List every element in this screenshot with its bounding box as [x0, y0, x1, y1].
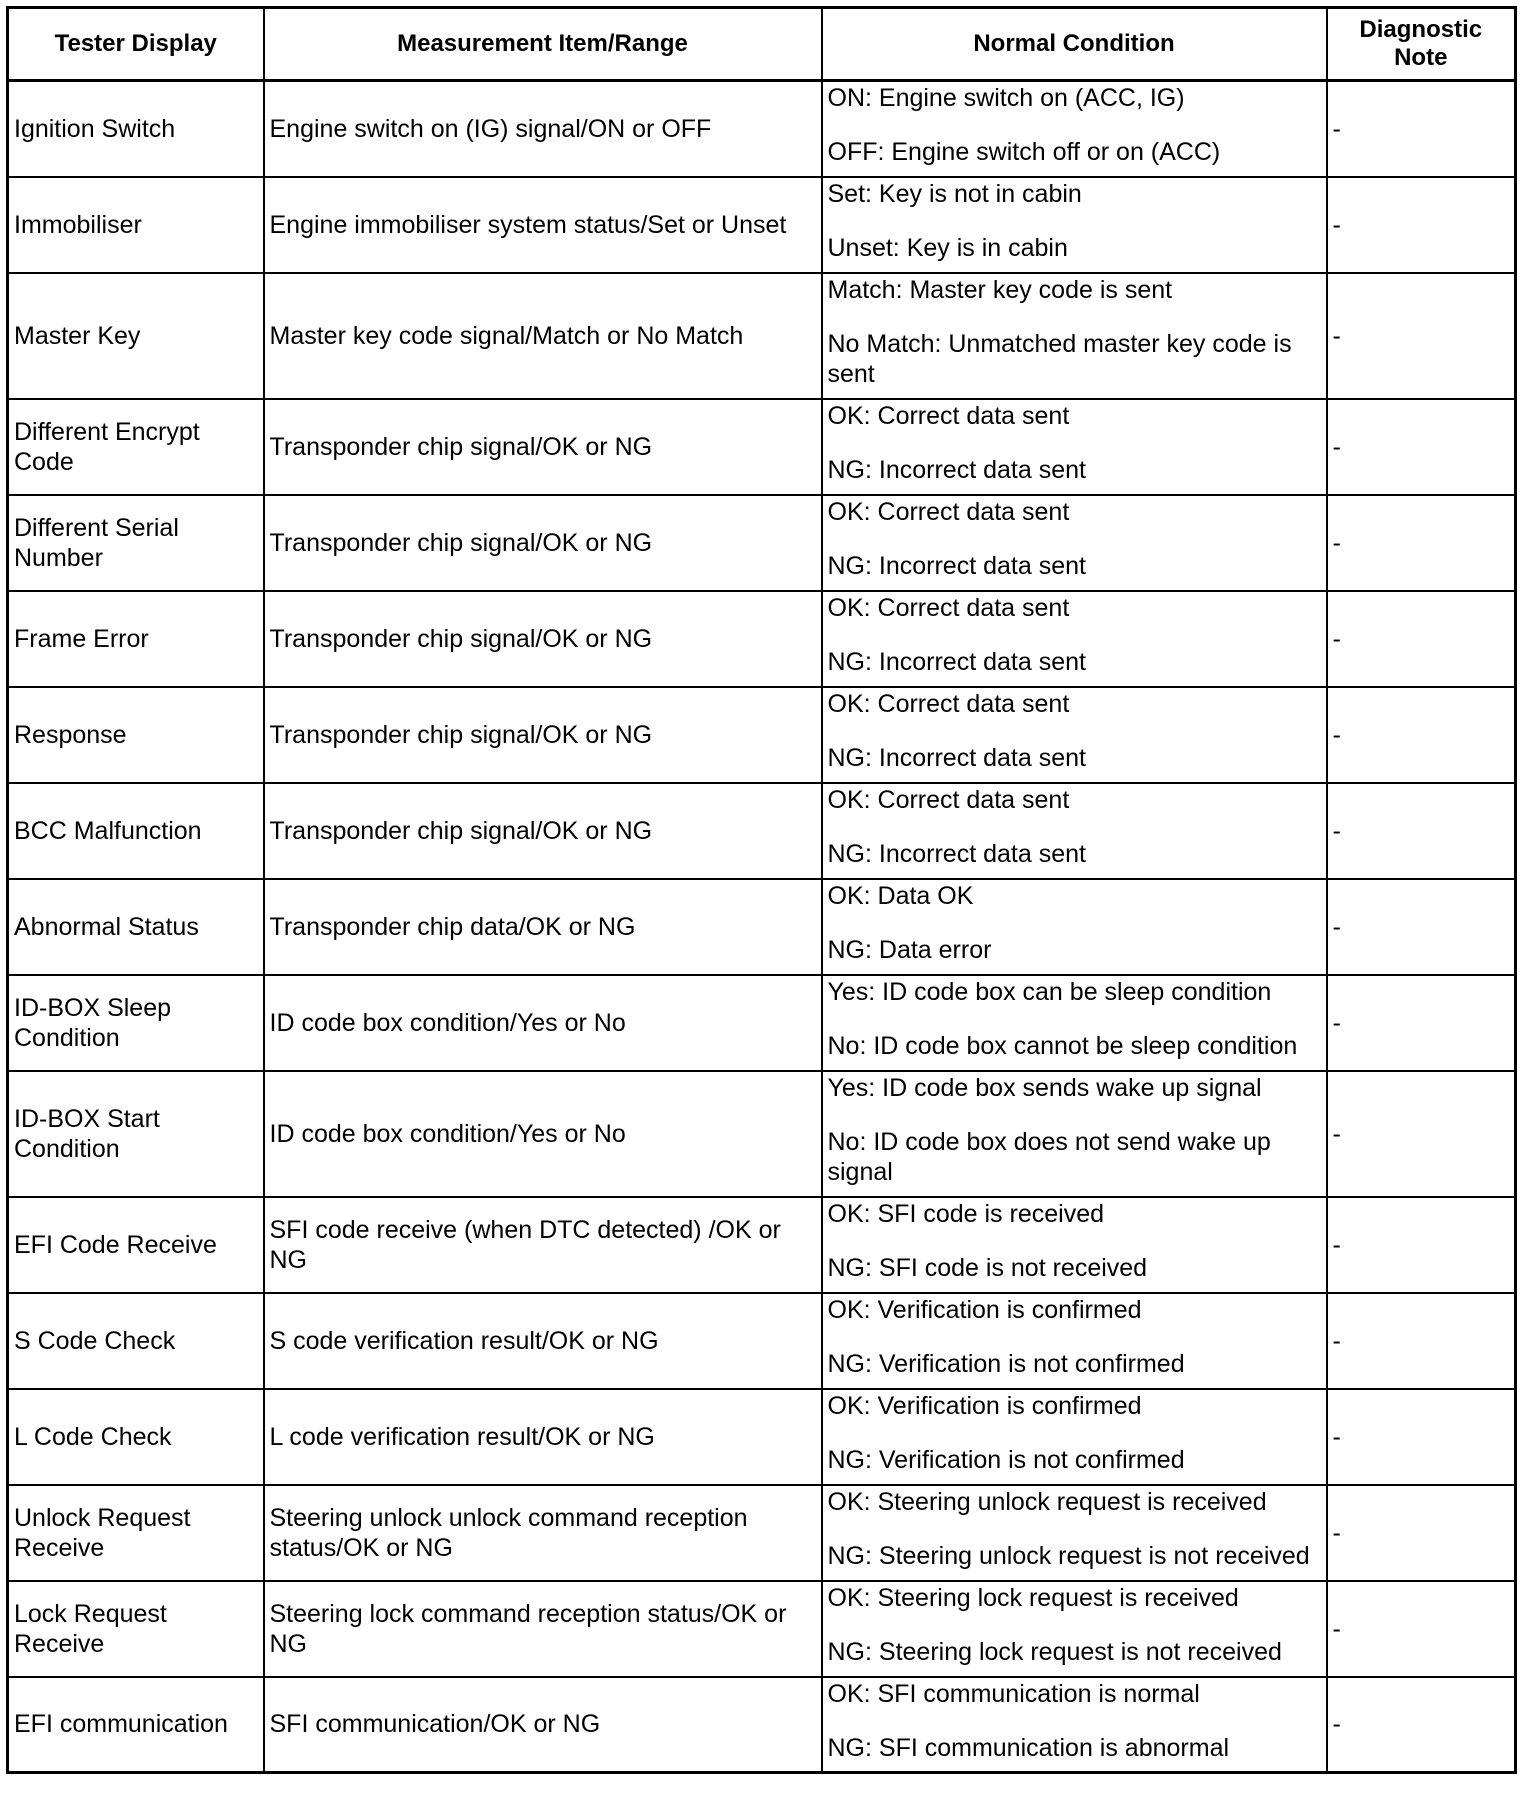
condition-line-1: Yes: ID code box can be sleep condition: [827, 977, 1272, 1006]
data-table: [6, 6, 1517, 1774]
condition-line-2: OFF: Engine switch off or on (ACC): [827, 138, 1221, 166]
condition-line-1: OK: Correct data sent: [827, 785, 1070, 814]
condition-line-1: Match: Master key code is sent: [827, 275, 1173, 304]
table-row: [8, 81, 1516, 177]
header-measurement: Measurement Item/Range: [264, 8, 822, 81]
tester-display-cell: Master Key: [8, 273, 264, 399]
table-row: [8, 591, 1516, 687]
table-row: [8, 687, 1516, 783]
tester-display-cell: Lock Request Receive: [8, 1581, 264, 1677]
condition-line-1: OK: Correct data sent: [827, 497, 1070, 526]
normal-condition-cell: [822, 273, 1327, 399]
condition-line-1: OK: Data OK: [827, 881, 974, 910]
tester-display-cell: EFI communication: [8, 1677, 264, 1773]
diagnostic-note-cell: -: [1327, 1197, 1516, 1293]
condition-line-2: Unset: Key is in cabin: [827, 233, 1068, 262]
normal-condition-cell: [822, 879, 1327, 975]
tester-display-cell: S Code Check: [8, 1293, 264, 1389]
condition-line-1: OK: Steering lock request is received: [827, 1583, 1239, 1612]
table-row: [8, 495, 1516, 591]
measurement-cell: Steering unlock unlock command reception status/OK or NG: [264, 1485, 822, 1581]
condition-line-2: NG: Incorrect data sent: [827, 743, 1086, 772]
tester-display-cell: Frame Error: [8, 591, 264, 687]
normal-condition-cell: [822, 975, 1327, 1071]
tester-display-cell: Ignition Switch: [8, 81, 264, 177]
table-row: [8, 1389, 1516, 1485]
diagnostic-note-cell: -: [1327, 273, 1516, 399]
condition-line-2: NG: Data error: [827, 935, 992, 964]
header-diagnostic-note: Diagnostic Note: [1327, 8, 1516, 81]
diagnostic-note-cell: -: [1327, 1485, 1516, 1581]
normal-condition-cell: [822, 1389, 1327, 1485]
measurement-cell: Transponder chip data/OK or NG: [264, 879, 822, 975]
tester-display-cell: Immobiliser: [8, 177, 264, 273]
tester-display-cell: Different Encrypt Code: [8, 399, 264, 495]
normal-condition-cell: [822, 399, 1327, 495]
normal-condition-cell: [822, 591, 1327, 687]
normal-condition-cell: [822, 1071, 1327, 1197]
measurement-cell: ID code box condition/Yes or No: [264, 1071, 822, 1197]
condition-line-2: No Match: Unmatched master key code is sent: [827, 329, 1292, 388]
diagnostic-note-cell: -: [1327, 81, 1516, 177]
diagnostic-note-cell: -: [1327, 879, 1516, 975]
diagnostic-note-cell: -: [1327, 591, 1516, 687]
measurement-cell: S code verification result/OK or NG: [264, 1293, 822, 1389]
condition-line-2: No: ID code box cannot be sleep condition: [827, 1031, 1298, 1060]
diagnostic-note-cell: -: [1327, 975, 1516, 1071]
normal-condition-cell: [822, 1581, 1327, 1677]
normal-condition-cell: [822, 495, 1327, 591]
diagnostic-note-cell: -: [1327, 687, 1516, 783]
normal-condition-cell: [822, 783, 1327, 879]
measurement-cell: Transponder chip signal/OK or NG: [264, 783, 822, 879]
diagnostic-note-cell: -: [1327, 495, 1516, 591]
condition-line-2: NG: Incorrect data sent: [827, 551, 1086, 580]
condition-line-2: NG: Incorrect data sent: [827, 647, 1086, 676]
condition-line-2: NG: Incorrect data sent: [827, 839, 1086, 868]
table-row: [8, 1485, 1516, 1581]
table-row: [8, 879, 1516, 975]
tester-display-cell: ID-BOX Sleep Condition: [8, 975, 264, 1071]
normal-condition-cell: [822, 177, 1327, 273]
normal-condition-cell: [822, 1293, 1327, 1389]
condition-line-1: OK: Verification is confirmed: [827, 1295, 1142, 1324]
measurement-cell: Transponder chip signal/OK or NG: [264, 687, 822, 783]
diagnostic-note-cell: -: [1327, 1581, 1516, 1677]
table-row: [8, 273, 1516, 399]
normal-condition-cell: [822, 1677, 1327, 1773]
condition-line-1: OK: Verification is confirmed: [827, 1391, 1142, 1420]
condition-line-1: OK: Correct data sent: [827, 401, 1070, 430]
measurement-cell: Transponder chip signal/OK or NG: [264, 591, 822, 687]
condition-line-2: NG: SFI code is not received: [827, 1253, 1148, 1282]
normal-condition-cell: [822, 1485, 1327, 1581]
table-row: [8, 177, 1516, 273]
table-row: [8, 1677, 1516, 1773]
table-row: [8, 1197, 1516, 1293]
condition-line-2: NG: Steering unlock request is not received: [827, 1541, 1310, 1570]
normal-condition-cell: [822, 687, 1327, 783]
condition-line-2: No: ID code box does not send wake up signal: [827, 1127, 1271, 1186]
diagnostic-note-cell: -: [1327, 1293, 1516, 1389]
measurement-cell: Engine switch on (IG) signal/ON or OFF: [264, 81, 822, 177]
tester-display-cell: Unlock Request Receive: [8, 1485, 264, 1581]
measurement-cell: Engine immobiliser system status/Set or Unset: [264, 177, 822, 273]
condition-line-1: Yes: ID code box sends wake up signal: [827, 1073, 1262, 1102]
normal-condition-cell: [822, 1197, 1327, 1293]
measurement-cell: ID code box condition/Yes or No: [264, 975, 822, 1071]
condition-line-2: NG: SFI communication is abnormal: [827, 1733, 1230, 1762]
condition-line-1: ON: Engine switch on (ACC, IG): [827, 84, 1185, 112]
condition-line-1: OK: SFI code is received: [827, 1199, 1105, 1228]
condition-line-1: OK: Correct data sent: [827, 689, 1070, 718]
table-row: [8, 1071, 1516, 1197]
condition-line-2: NG: Steering lock request is not received: [827, 1637, 1282, 1666]
measurement-cell: SFI code receive (when DTC detected) /OK or NG: [264, 1197, 822, 1293]
tester-display-cell: ID-BOX Start Condition: [8, 1071, 264, 1197]
table-row: [8, 1293, 1516, 1389]
table-row: [8, 975, 1516, 1071]
tester-display-cell: Response: [8, 687, 264, 783]
measurement-cell: Transponder chip signal/OK or NG: [264, 399, 822, 495]
tester-display-cell: BCC Malfunction: [8, 783, 264, 879]
tester-display-cell: Abnormal Status: [8, 879, 264, 975]
measurement-cell: SFI communication/OK or NG: [264, 1677, 822, 1773]
measurement-cell: Master key code signal/Match or No Match: [264, 273, 822, 399]
measurement-cell: Steering lock command reception status/OK or NG: [264, 1581, 822, 1677]
condition-line-1: OK: SFI communication is normal: [827, 1679, 1200, 1708]
measurement-cell: Transponder chip signal/OK or NG: [264, 495, 822, 591]
header-tester-display: Tester Display: [8, 8, 264, 81]
header-normal-condition: Normal Condition: [822, 8, 1327, 81]
diagnostic-note-cell: -: [1327, 1071, 1516, 1197]
condition-line-1: OK: Steering unlock request is received: [827, 1487, 1267, 1516]
tester-display-cell: L Code Check: [8, 1389, 264, 1485]
diagnostic-note-cell: -: [1327, 399, 1516, 495]
diagnostic-note-cell: -: [1327, 1677, 1516, 1773]
header-row: [8, 8, 1516, 81]
normal-condition-cell: [822, 81, 1327, 177]
condition-line-2: NG: Verification is not confirmed: [827, 1445, 1185, 1474]
diagnostic-note-cell: -: [1327, 1389, 1516, 1485]
tester-display-cell: Different Serial Number: [8, 495, 264, 591]
diagnostic-note-cell: -: [1327, 783, 1516, 879]
table-row: [8, 399, 1516, 495]
condition-line-2: NG: Incorrect data sent: [827, 455, 1086, 484]
condition-line-1: Set: Key is not in cabin: [827, 179, 1082, 208]
measurement-cell: L code verification result/OK or NG: [264, 1389, 822, 1485]
table-row: [8, 1581, 1516, 1677]
table-row: [8, 783, 1516, 879]
condition-line-2: NG: Verification is not confirmed: [827, 1349, 1185, 1378]
diagnostic-note-cell: -: [1327, 177, 1516, 273]
condition-line-1: OK: Correct data sent: [827, 593, 1070, 622]
tester-display-cell: EFI Code Receive: [8, 1197, 264, 1293]
